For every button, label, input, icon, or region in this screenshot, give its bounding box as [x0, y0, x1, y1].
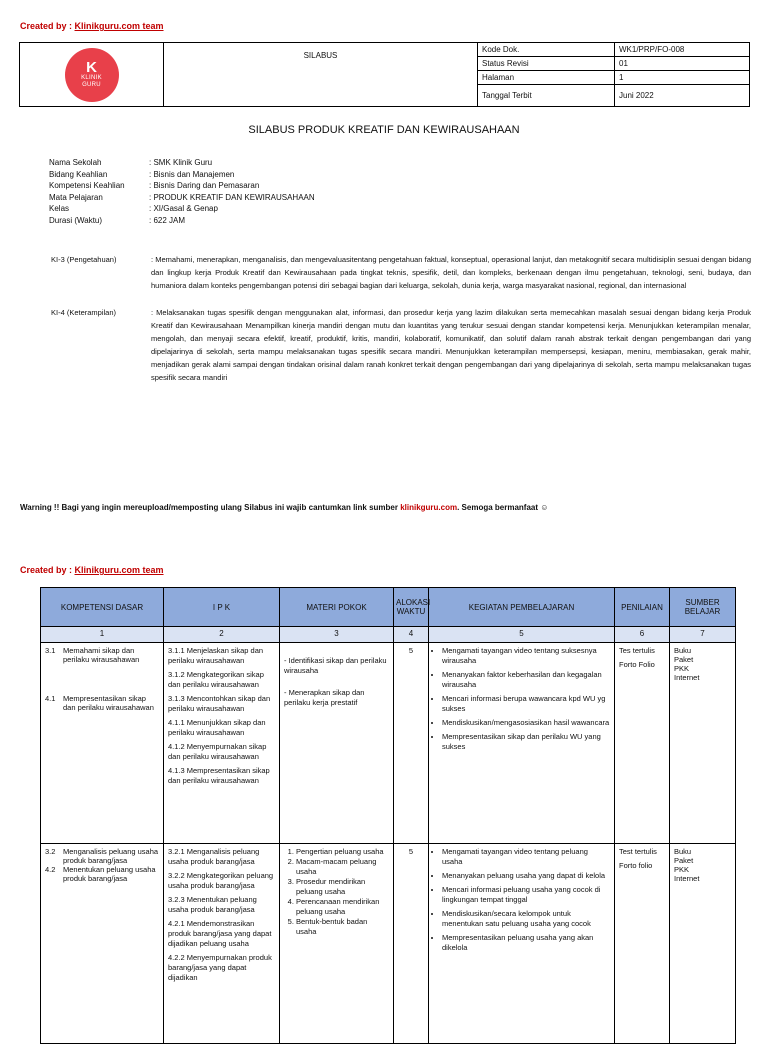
col-header: ALOKASI WAKTU	[394, 588, 429, 627]
meta-value: 01	[615, 57, 750, 71]
silabus-title-cell: SILABUS	[164, 43, 478, 107]
klinik-guru-logo: K KLINIK GURU	[65, 48, 119, 102]
info-row: Durasi (Waktu) : 622 JAM	[49, 215, 186, 225]
info-row: Kompetensi Keahlian : Bisnis Daring dan Pemasaran	[49, 181, 260, 190]
ki4-text: : Melaksanakan tugas spesifik dengan menggunakan alat, informasi, dan prosedur kerja yang lazim dilakukan serta memecahkan masalah sesuai dengan bidang kerja Produk Kreatif dan Kewirausahaan Menampilkan kinerja mandiri dengan mutu dan kuantitas yang terukur sesuai dengan standar kompetensi kerja. Menunjukkan keterampilan menalar, mengolah, dan menyaji secara efektif, kreatif, produktif, kritis, mandiri, kolaboratif, komunikatif, dan solutif dalam ranah abstrak terkait dengan pengembangan dari yang dipelajarinya di sekolah, serta mampu melaksanakan tugas spesifik secara mandiri. Menunjukkan keterampilan mempersepsi, kesiapan, meniru, membiasakan, gerak mahir, menjadikan gerak alami sampai dengan tindakan orisinal dalam ranah konkret terkait dengan pengembangan dari yang dipelajarinya di sekolah, serta mampu melaksanakan tugas spesifik secara mandiri	[151, 308, 751, 382]
syllabus-table	[40, 587, 736, 1044]
info-row: Nama Sekolah : SMK Klinik Guru	[49, 158, 213, 167]
credit-line-2: Created by : Klinikguru.com team	[20, 565, 164, 575]
header-row	[41, 588, 736, 627]
col-number: 5	[429, 627, 615, 643]
meta-label: Status Revisi	[478, 57, 615, 71]
meta-value: 1	[615, 71, 750, 85]
info-row: Kelas : XI/Gasal & Genap	[49, 204, 218, 213]
source-link[interactable]: klinikguru.com	[400, 503, 458, 512]
col-number: 6	[615, 627, 670, 643]
credit-link[interactable]: Klinikguru.com team	[74, 21, 164, 31]
credit-link-2[interactable]: Klinikguru.com team	[74, 565, 164, 575]
meta-value: Juni 2022	[615, 85, 750, 107]
ki3-label: KI-3 (Pengetahuan)	[51, 255, 117, 264]
col-header: PENILAIAN	[615, 588, 670, 627]
ki3-text: : Memahami, menerapkan, menganalisis, dan mengevaluasitentang pengetahuan faktual, konseptual, operasional lanjut, dan metakognitif secara multidisiplin sesuai dengan bidang dan lingkup kerja Produk Kreatif dan Kewirausahaan pada tingkat teknis, spesifik, detil, dan kompleks, berkenaan dengan ilmu pengetahuan, teknologi, seni, budaya, dan humaniora dalam konteks pengembangan potensi diri sebagai bagian dari keluarga, sekolah, dunia kerja, warga masyarakat nasional, regional, dan internasional	[151, 255, 751, 290]
kegiatan-cell: • Mengamati tayangan video tentang suksesnya wirausaha • Menanyakan faktor keberhasilan dan kegagalan wirausaha • Mencari informasi berupa wawancara kpd WU yg sukses • Mendiskusikan/mengasosiasikan hasil wawancara • Mempresentasikan sikap dan perilaku WU yang sukses	[429, 643, 615, 844]
document-header-table	[19, 42, 750, 107]
col-number: 3	[280, 627, 394, 643]
logo-cell	[20, 43, 164, 107]
col-number: 7	[670, 627, 736, 643]
meta-value: WK1/PRP/FO-008	[615, 43, 750, 57]
warning-note: Warning !! Bagi yang ingin mereupload/memposting ulang Silabus ini wajib cantumkan link sumber klinikguru.com. Semoga bermanfaat ☺	[20, 503, 549, 512]
col-header: KOMPETENSI DASAR	[41, 588, 164, 627]
info-row: Bidang Keahlian : Bisnis dan Manajemen	[49, 169, 235, 179]
sumber-cell: Buku Paket PKK Internet	[670, 643, 736, 844]
number-row	[41, 627, 736, 643]
document-title: SILABUS PRODUK KREATIF DAN KEWIRAUSAHAAN	[248, 124, 520, 136]
table-row	[41, 643, 736, 844]
col-number: 2	[164, 627, 280, 643]
kd-cell: 3.2 Menganalisis peluang usaha produk barang/jasa 4.2 Menentukan peluang usaha produk barang/jasa	[41, 844, 164, 1044]
penilaian-cell: Test tertulis Forto folio	[615, 844, 670, 1044]
kegiatan-cell: • Mengamati tayangan video tentang peluang usaha • Menanyakan peluang usaha yang dapat di kelola • Mencari informasi peluang usaha yang cocok di lingkungan tempat tinggal • Mendiskusikan/secara kelompok untuk menentukan satu peluang usaha yang cocok • Mempresentasikan peluang usaha yang akan dikelola	[429, 844, 615, 1044]
school-info	[49, 157, 315, 226]
col-header: SUMBER BELAJAR	[670, 588, 736, 627]
materi-cell: 1. Pengertian peluang usaha 2. Macam-macam peluang usaha 3. Prosedur mendirikan peluang usaha 4. Perencanaan mendirikan peluang usaha 5. Bentuk-bentuk badan usaha	[280, 844, 394, 1044]
meta-label: Tanggal Terbit	[478, 85, 615, 107]
penilaian-cell: Tes tertulis Forto Folio	[615, 643, 670, 844]
col-number: 1	[41, 627, 164, 643]
sumber-cell: Buku Paket PKK Internet	[670, 844, 736, 1044]
ki3-block	[51, 253, 751, 292]
ki4-label: KI-4 (Keterampilan)	[51, 308, 117, 317]
alokasi-cell: 5	[394, 844, 429, 1044]
ki4-block	[51, 306, 751, 384]
col-header: KEGIATAN PEMBELAJARAN	[429, 588, 615, 627]
materi-cell: - Identifikasi sikap dan perilaku wirausaha - Menerapkan sikap dan perilaku kerja prestatif	[280, 643, 394, 844]
meta-label: Halaman	[478, 71, 615, 85]
table-row	[41, 844, 736, 1044]
col-number: 4	[394, 627, 429, 643]
col-header: I P K	[164, 588, 280, 627]
ipk-cell: 3.2.1 Menganalisis peluang usaha produk barang/jasa 3.2.2 Mengkategorikan peluang usaha produk barang/jasa 3.2.3 Menentukan peluang usaha produk barang/jasa 4.2.1 Mendemonstrasikan produk barang/jasa yang dapat dijadikan peluang usaha 4.2.2 Menyempurnakan produk barang/jasa yang dapat dijadikan	[164, 844, 280, 1044]
kd-cell: 3.1 Memahami sikap dan perilaku wirausahawan 4.1 Mempresentasikan sikap dan perilaku wirausahawan	[41, 643, 164, 844]
credit-line: Created by : Klinikguru.com team	[20, 21, 164, 31]
col-header: MATERI POKOK	[280, 588, 394, 627]
ipk-cell: 3.1.1 Menjelaskan sikap dan perilaku wirausahawan 3.1.2 Mengkategorikan sikap dan perilaku wirausahawan 3.1.3 Mencontohkan sikap dan perilaku wirausahawan 4.1.1 Menunjukkan sikap dan perilaku wirausahawan 4.1.2 Menyempurnakan sikap dan perilaku wirausahawan 4.1.3 Mempresentasikan sikap dan perilaku wirausahawan	[164, 643, 280, 844]
alokasi-cell: 5	[394, 643, 429, 844]
info-row: Mata Pelajaran : PRODUK KREATIF DAN KEWIRAUSAHAAN	[49, 192, 315, 202]
meta-label: Kode Dok.	[478, 43, 615, 57]
